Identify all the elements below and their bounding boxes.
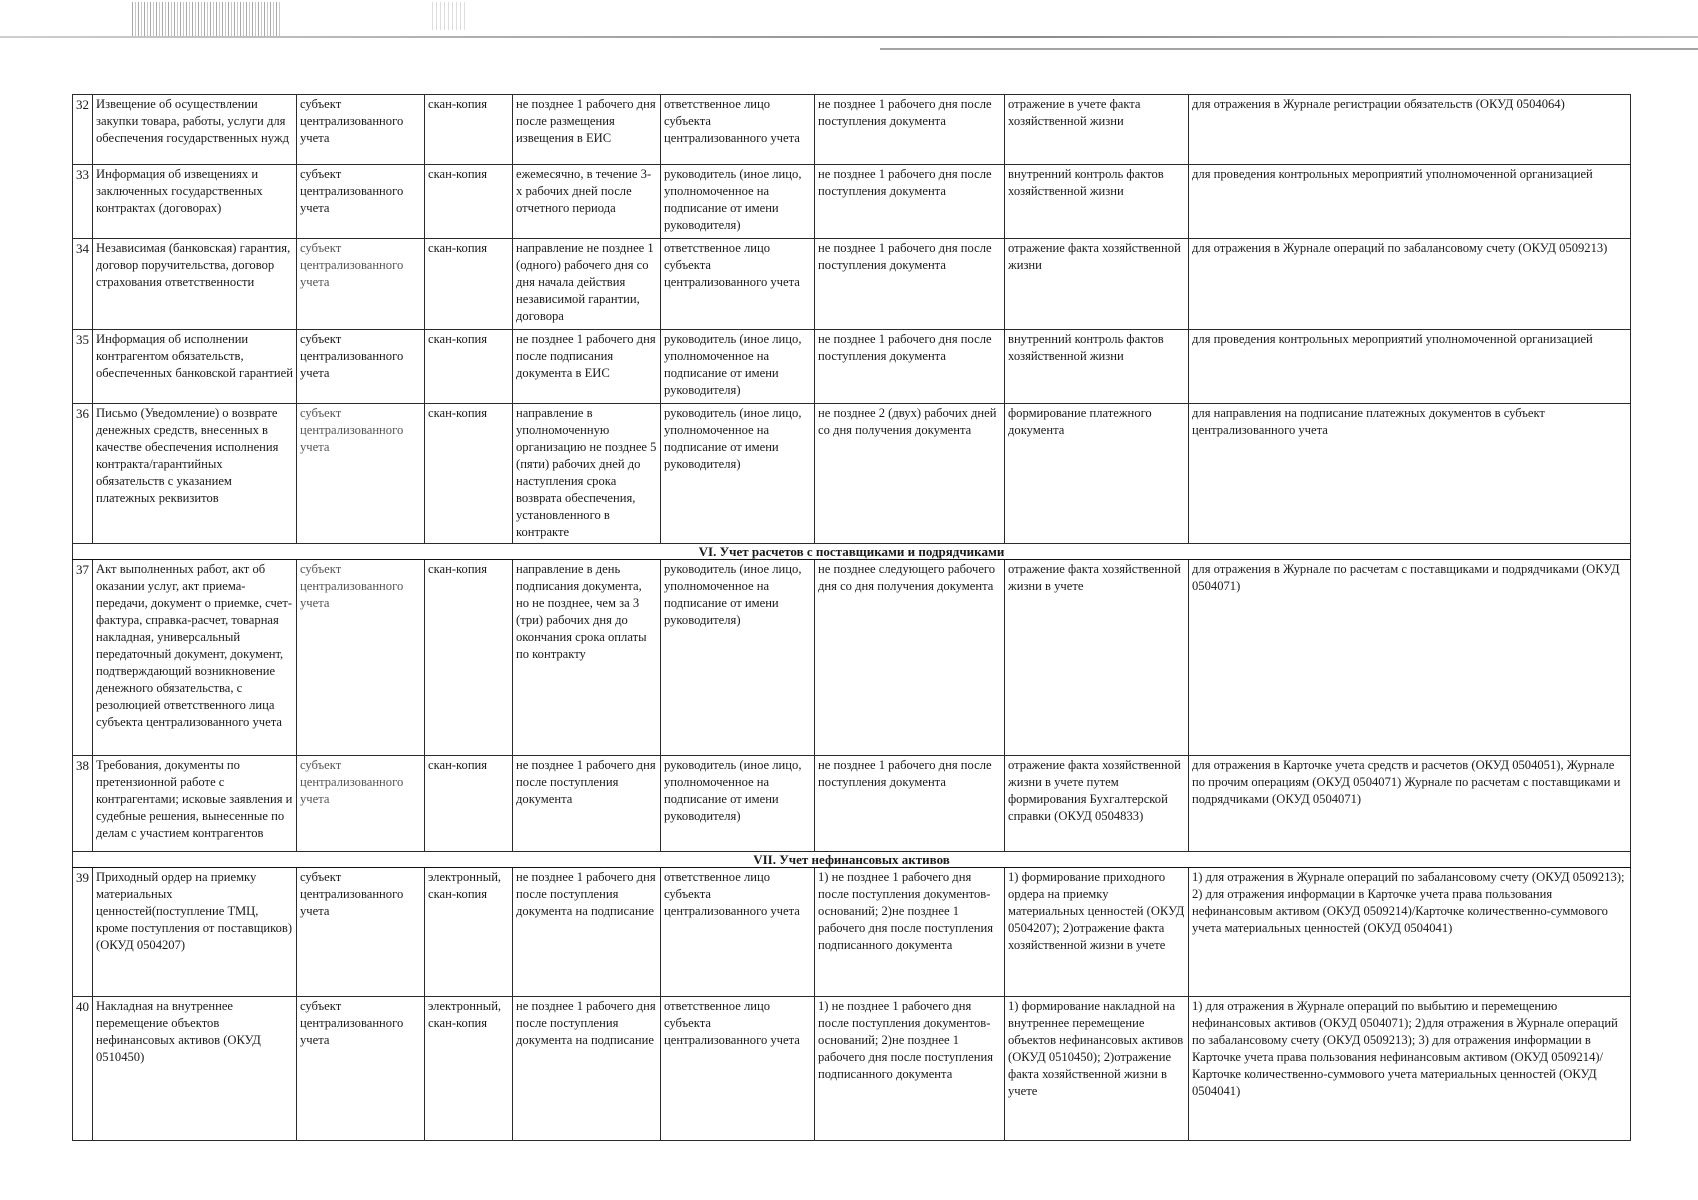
row-number: 32 [73,95,93,165]
action-cell: 1) формирование приходного ордера на приемку материальных ценностей (ОКУД 0504207); 2)отражение факта хозяйственной жизни в учете [1005,868,1189,997]
creator-cell: субъект централизованного учета [297,95,425,165]
row-number: 34 [73,239,93,330]
term-cell: направление в уполномоченную организацию не позднее 5 (пяти) рабочих дней до наступления срока возврата обеспечения, установленного в контракте [513,404,661,544]
document-name-cell: Накладная на внутреннее перемещение объектов нефинансовых активов (ОКУД 0510450) [93,997,297,1141]
table-row [73,997,1631,1141]
table-row [73,560,1631,756]
processing-term-cell: не позднее 1 рабочего дня после поступления документа [815,95,1005,165]
processing-term-cell: не позднее 2 (двух) рабочих дней со дня получения документа [815,404,1005,544]
creator-cell: субъект централизованного учета [297,404,425,544]
term-cell: не позднее 1 рабочего дня после подписания документа в ЕИС [513,330,661,404]
table-row [73,239,1631,330]
scan-edge-line [0,36,1698,38]
document-name-cell: Письмо (Уведомление) о возврате денежных средств, внесенных в качестве обеспечения исполнения контракта/гарантийных обязательств с указанием платежных реквизитов [93,404,297,544]
purpose-cell: для отражения в Журнале операций по забалансовому счету (ОКУД 0509213) [1189,239,1631,330]
row-number: 40 [73,997,93,1141]
document-flow-table [72,94,1631,1141]
responsible-cell: руководитель (иное лицо, уполномоченное на подписание от имени руководителя) [661,165,815,239]
action-cell: внутренний контроль фактов хозяйственной жизни [1005,330,1189,404]
processing-term-cell: не позднее следующего рабочего дня со дня получения документа [815,560,1005,756]
format-cell: скан-копия [425,330,513,404]
term-cell: направление в день подписания документа, но не позднее, чем за 3 (три) рабочих дня до окончания срока оплаты по контракту [513,560,661,756]
creator-cell: субъект централизованного учета [297,165,425,239]
action-cell: отражение в учете факта хозяйственной жизни [1005,95,1189,165]
purpose-cell: для направления на подписание платежных документов в субъект централизованного учета [1189,404,1631,544]
format-cell: электронный, скан-копия [425,868,513,997]
table-row [73,756,1631,852]
table-row [73,868,1631,997]
document-name-cell: Информация об исполнении контрагентом обязательств, обеспеченных банковской гарантией [93,330,297,404]
responsible-cell: руководитель (иное лицо, уполномоченное на подписание от имени руководителя) [661,560,815,756]
responsible-cell: ответственное лицо субъекта централизованного учета [661,95,815,165]
term-cell: не позднее 1 рабочего дня после размещения извещения в ЕИС [513,95,661,165]
creator-cell: субъект централизованного учета [297,560,425,756]
document-name-cell: Независимая (банковская) гарантия, договор поручительства, договор страхования ответственности [93,239,297,330]
processing-term-cell: 1) не позднее 1 рабочего дня после поступления документов-оснований; 2)не позднее 1 рабочего дня после поступления подписанного документа [815,868,1005,997]
responsible-cell: руководитель (иное лицо, уполномоченное на подписание от имени руководителя) [661,756,815,852]
processing-term-cell: не позднее 1 рабочего дня после поступления документа [815,756,1005,852]
section-title: VI. Учет расчетов с поставщиками и подрядчиками [73,544,1631,560]
purpose-cell: 1) для отражения в Журнале операций по забалансовому счету (ОКУД 0509213); 2) для отражения информации в Карточке учета права пользования нефинансовым активом (ОКУД 0509214)/Карточке количественно-суммового учета материальных ценностей (ОКУД 0504041) [1189,868,1631,997]
purpose-cell: 1) для отражения в Журнале операций по выбытию и перемещению нефинансовых активов (ОКУД 0504071); 2)для отражения в Журнале операций по забалансовому счету (ОКУД 0509213); 3) для отражения информации в Карточке учета права пользования нефинансовым активом (ОКУД 0509214)/Карточке количественно-суммового учета материальных ценностей (ОКУД 0504041) [1189,997,1631,1141]
action-cell: отражение факта хозяйственной жизни в учете [1005,560,1189,756]
scan-edge-line-secondary [880,48,1698,50]
row-number: 38 [73,756,93,852]
term-cell: не позднее 1 рабочего дня после поступления документа [513,756,661,852]
responsible-cell: ответственное лицо субъекта централизованного учета [661,239,815,330]
purpose-cell: для отражения в Карточке учета средств и расчетов (ОКУД 0504051), Журнале по прочим операциям (ОКУД 0504071) Журнале по расчетам с поставщиками и подрядчиками (ОКУД 0504071) [1189,756,1631,852]
table-row [73,165,1631,239]
responsible-cell: руководитель (иное лицо, уполномоченное на подписание от имени руководителя) [661,330,815,404]
format-cell: электронный, скан-копия [425,997,513,1141]
term-cell: направление не позднее 1 (одного) рабочего дня со дня начала действия независимой гарантии, договора [513,239,661,330]
processing-term-cell: не позднее 1 рабочего дня после поступления документа [815,165,1005,239]
barcode-mark-secondary [432,2,468,30]
action-cell: внутренний контроль фактов хозяйственной жизни [1005,165,1189,239]
term-cell: не позднее 1 рабочего дня после поступления документа на подписание [513,868,661,997]
action-cell: отражение факта хозяйственной жизни [1005,239,1189,330]
responsible-cell: ответственное лицо субъекта централизованного учета [661,868,815,997]
term-cell: не позднее 1 рабочего дня после поступления документа на подписание [513,997,661,1141]
row-number: 36 [73,404,93,544]
creator-cell: субъект централизованного учета [297,239,425,330]
format-cell: скан-копия [425,165,513,239]
document-name-cell: Приходный ордер на приемку материальных ценностей(поступление ТМЦ, кроме поступления от поставщиков) (ОКУД 0504207) [93,868,297,997]
processing-term-cell: не позднее 1 рабочего дня после поступления документа [815,239,1005,330]
purpose-cell: для проведения контрольных мероприятий уполномоченной организацией [1189,330,1631,404]
row-number: 39 [73,868,93,997]
creator-cell: субъект централизованного учета [297,756,425,852]
format-cell: скан-копия [425,239,513,330]
scan-header [0,0,1698,60]
processing-term-cell: не позднее 1 рабочего дня после поступления документа [815,330,1005,404]
responsible-cell: ответственное лицо субъекта централизованного учета [661,997,815,1141]
section-title: VII. Учет нефинансовых активов [73,852,1631,868]
action-cell: отражение факта хозяйственной жизни в учете путем формирования Бухгалтерской справки (ОКУД 0504833) [1005,756,1189,852]
table-row [73,330,1631,404]
document-name-cell: Информация об извещениях и заключенных государственных контрактах (договорах) [93,165,297,239]
purpose-cell: для отражения в Журнале регистрации обязательств (ОКУД 0504064) [1189,95,1631,165]
purpose-cell: для отражения в Журнале по расчетам с поставщиками и подрядчиками (ОКУД 0504071) [1189,560,1631,756]
barcode-mark [132,2,282,36]
format-cell: скан-копия [425,756,513,852]
row-number: 35 [73,330,93,404]
format-cell: скан-копия [425,404,513,544]
action-cell: 1) формирование накладной на внутреннее перемещение объектов нефинансовых активов (ОКУД 0510450); 2)отражение факта хозяйственной жизни в учете [1005,997,1189,1141]
row-number: 33 [73,165,93,239]
responsible-cell: руководитель (иное лицо, уполномоченное на подписание от имени руководителя) [661,404,815,544]
table-row [73,404,1631,544]
document-name-cell: Акт выполненных работ, акт об оказании услуг, акт приема-передачи, документ о приемке, счет-фактура, справка-расчет, товарная накладная, универсальный передаточный документ, документ, подтверждающий возникновение денежного обязательства, с резолюцией ответственного лица субъекта централизованного учета [93,560,297,756]
creator-cell: субъект централизованного учета [297,330,425,404]
creator-cell: субъект централизованного учета [297,997,425,1141]
creator-cell: субъект централизованного учета [297,868,425,997]
section-header-row [73,544,1631,560]
table-row [73,95,1631,165]
format-cell: скан-копия [425,560,513,756]
format-cell: скан-копия [425,95,513,165]
processing-term-cell: 1) не позднее 1 рабочего дня после поступления документов-оснований; 2)не позднее 1 рабочего дня после поступления подписанного документа [815,997,1005,1141]
section-header-row [73,852,1631,868]
document-name-cell: Требования, документы по претензионной работе с контрагентами; исковые заявления и судебные решения, вынесенные по делам с участием контрагентов [93,756,297,852]
row-number: 37 [73,560,93,756]
purpose-cell: для проведения контрольных мероприятий уполномоченной организацией [1189,165,1631,239]
document-name-cell: Извещение об осуществлении закупки товара, работы, услуги для обеспечения государственных нужд [93,95,297,165]
term-cell: ежемесячно, в течение 3-х рабочих дней после отчетного периода [513,165,661,239]
action-cell: формирование платежного документа [1005,404,1189,544]
